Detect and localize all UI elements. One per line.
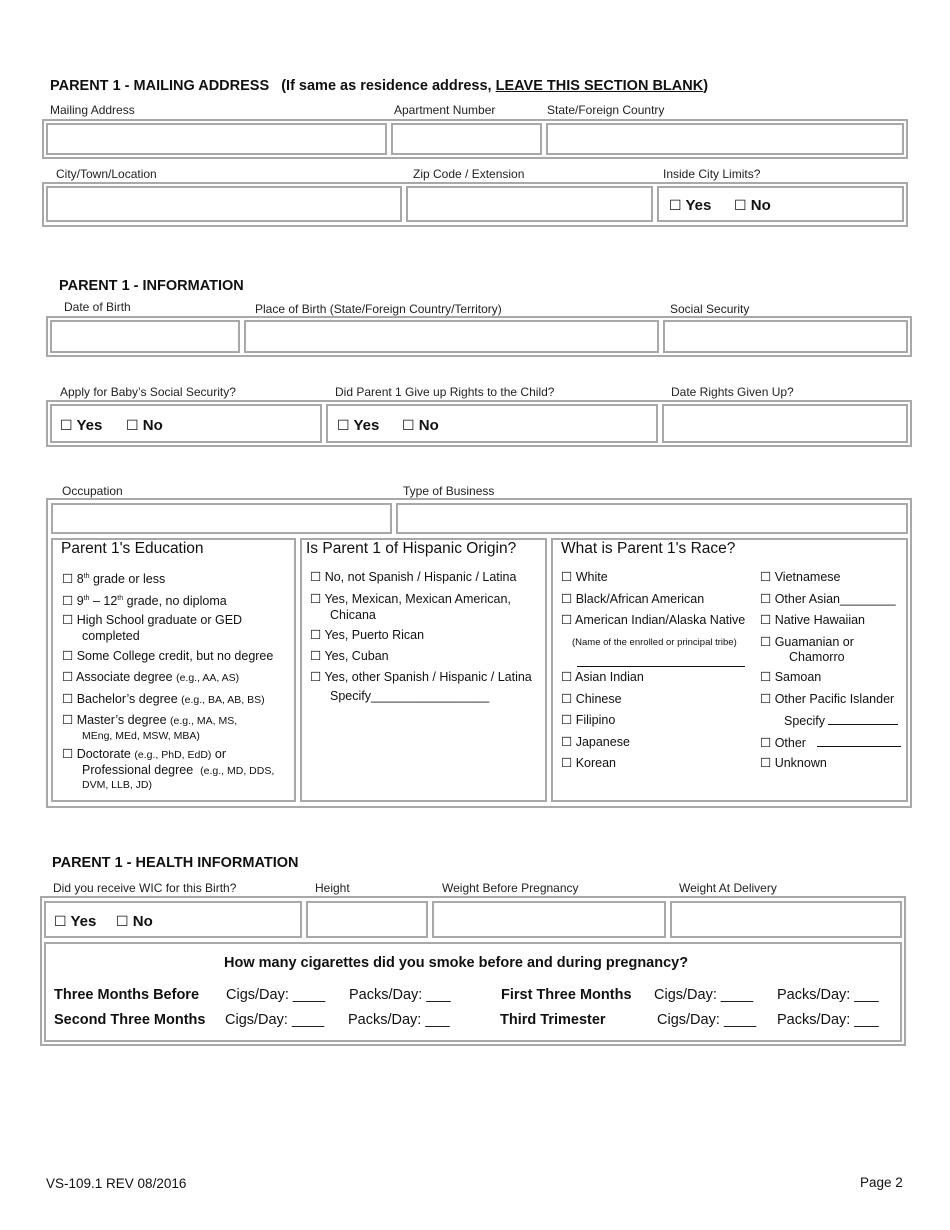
mailing-address-field[interactable] (46, 123, 387, 155)
wic-yes-checkbox[interactable]: ☐ Yes (54, 913, 97, 930)
weight-before-field[interactable] (432, 901, 666, 938)
race-white-option[interactable]: ☐ White (561, 570, 608, 584)
city-field[interactable] (46, 186, 402, 222)
edu-professional-cont2: DVM, LLB, JD) (82, 779, 153, 791)
edu-bachelor-option[interactable]: ☐ Bachelor’s degree (e.g., BA, AB, BS) (62, 692, 265, 706)
race-other-asian-option[interactable]: ☐ Other Asian________ (760, 592, 896, 606)
edu-8th-grade-option[interactable]: ☐ 8th grade or less (62, 572, 166, 587)
second-three-packs-field[interactable]: Packs/Day: ___ (348, 1012, 450, 1028)
first-three-months-label: First Three Months (501, 987, 632, 1003)
occupation-label: Occupation (62, 484, 123, 498)
weight-before-label: Weight Before Pregnancy (442, 881, 579, 895)
third-trimester-packs-field[interactable]: Packs/Day: ___ (777, 1012, 879, 1028)
date-rights-field[interactable] (662, 404, 908, 443)
date-rights-label: Date Rights Given Up? (671, 385, 794, 399)
zip-field[interactable] (406, 186, 653, 222)
apply-ssn-label: Apply for Baby’s Social Security? (60, 385, 236, 399)
form-id: VS-109.1 REV 08/2016 (46, 1176, 187, 1191)
apply-ssn-no-checkbox[interactable]: ☐ No (126, 417, 163, 434)
edu-associate-option[interactable]: ☐ Associate degree (e.g., AA, AS) (62, 670, 240, 684)
apply-ssn-yes-checkbox[interactable]: ☐ Yes (60, 417, 103, 434)
ssn-label: Social Security (670, 302, 750, 316)
three-months-before-label: Three Months Before (54, 987, 200, 1003)
edu-high-school-cont: completed (82, 629, 140, 643)
zip-label: Zip Code / Extension (413, 167, 525, 181)
hispanic-specify-field[interactable]: Specify_________________ (330, 689, 490, 703)
mailing-address-label: Mailing Address (50, 103, 135, 117)
hispanic-no-option[interactable]: ☐ No, not Spanish / Hispanic / Latina (310, 570, 517, 584)
info-section-title: PARENT 1 - INFORMATION (59, 278, 244, 294)
race-guamanian-option[interactable]: ☐ Guamanian or (760, 635, 854, 649)
race-tribe-field[interactable] (577, 666, 745, 667)
race-chinese-option[interactable]: ☐ Chinese (561, 692, 622, 706)
city-label: City/Town/Location (56, 167, 157, 181)
hispanic-mexican-option[interactable]: ☐ Yes, Mexican, Mexican American, (310, 592, 511, 606)
dob-label: Date of Birth (64, 300, 131, 314)
three-before-cigs-field[interactable]: Cigs/Day: ____ (226, 987, 326, 1003)
third-trimester-label: Third Trimester (500, 1012, 606, 1028)
smoking-question: How many cigarettes did you smoke before and during pregnancy? (224, 955, 689, 971)
race-black-option[interactable]: ☐ Black/African American (561, 592, 705, 606)
apartment-number-field[interactable] (391, 123, 542, 155)
race-american-indian-option[interactable]: ☐ American Indian/Alaska Native (561, 613, 746, 627)
edu-doctorate-option[interactable]: ☐ Doctorate (e.g., PhD, EdD) or (62, 747, 227, 761)
occupation-field[interactable] (51, 503, 392, 534)
wic-no-checkbox[interactable]: ☐ No (116, 913, 153, 930)
first-three-cigs-field[interactable]: Cigs/Day: ____ (654, 987, 754, 1003)
education-title: Parent 1's Education (61, 540, 204, 557)
dob-field[interactable] (50, 320, 240, 353)
edu-high-school-option[interactable]: ☐ High School graduate or GED (62, 613, 243, 627)
edu-some-college-option[interactable]: ☐ Some College credit, but no degree (62, 649, 274, 663)
edu-professional-cont: Professional degree (e.g., MD, DDS, (82, 763, 275, 777)
hispanic-mexican-cont: Chicana (330, 608, 376, 622)
first-three-packs-field[interactable]: Packs/Day: ___ (777, 987, 879, 1003)
race-korean-option[interactable]: ☐ Korean (561, 756, 616, 770)
race-pacific-specify-field[interactable]: Specify (784, 712, 898, 729)
third-trimester-cigs-field[interactable]: Cigs/Day: ____ (657, 1012, 757, 1028)
race-other-pacific-option[interactable]: ☐ Other Pacific Islander (760, 692, 895, 706)
apartment-number-label: Apartment Number (394, 103, 496, 117)
race-filipino-option[interactable]: ☐ Filipino (561, 713, 616, 727)
race-tribe-note: (Name of the enrolled or principal tribe) (572, 637, 737, 648)
race-native-hawaiian-option[interactable]: ☐ Native Hawaiian (760, 613, 866, 627)
pob-field[interactable] (244, 320, 659, 353)
business-label: Type of Business (403, 484, 495, 498)
hispanic-other-option[interactable]: ☐ Yes, other Spanish / Hispanic / Latina (310, 670, 532, 684)
state-country-field[interactable] (546, 123, 904, 155)
state-country-label: State/Foreign Country (547, 103, 665, 117)
wic-label: Did you receive WIC for this Birth? (53, 881, 237, 895)
height-label: Height (315, 881, 350, 895)
hispanic-cuban-option[interactable]: ☐ Yes, Cuban (310, 649, 389, 663)
hispanic-puerto-rican-option[interactable]: ☐ Yes, Puerto Rican (310, 628, 425, 642)
inside-city-label: Inside City Limits? (663, 167, 761, 181)
race-samoan-option[interactable]: ☐ Samoan (760, 670, 822, 684)
edu-master-cont: MEng, MEd, MSW, MBA) (82, 730, 200, 742)
edu-9-12-grade-option[interactable]: ☐ 9th – 12th grade, no diploma (62, 594, 227, 609)
race-guamanian-cont: Chamorro (789, 650, 845, 664)
second-three-months-label: Second Three Months (54, 1012, 206, 1028)
edu-master-option[interactable]: ☐ Master’s degree (e.g., MA, MS, (62, 713, 238, 727)
mailing-section-title: PARENT 1 - MAILING ADDRESS (If same as residence address, LEAVE THIS SECTION BLANK) (50, 78, 709, 94)
race-title: What is Parent 1's Race? (561, 540, 736, 557)
hispanic-title: Is Parent 1 of Hispanic Origin? (306, 540, 517, 557)
rights-yes-checkbox[interactable]: ☐ Yes (337, 417, 380, 434)
three-before-packs-field[interactable]: Packs/Day: ___ (349, 987, 451, 1003)
race-unknown-option[interactable]: ☐ Unknown (760, 756, 827, 770)
height-field[interactable] (306, 901, 428, 938)
business-field[interactable] (396, 503, 908, 534)
weight-delivery-field[interactable] (670, 901, 902, 938)
inside-city-no-checkbox[interactable]: ☐ No (734, 197, 771, 214)
race-japanese-option[interactable]: ☐ Japanese (561, 735, 630, 749)
rights-no-checkbox[interactable]: ☐ No (402, 417, 439, 434)
page-number: Page 2 (860, 1175, 903, 1190)
race-asian-indian-option[interactable]: ☐ Asian Indian (561, 670, 644, 684)
health-section-title: PARENT 1 - HEALTH INFORMATION (52, 855, 299, 871)
race-vietnamese-option[interactable]: ☐ Vietnamese (760, 570, 841, 584)
rights-label: Did Parent 1 Give up Rights to the Child? (335, 385, 555, 399)
race-other-option[interactable]: ☐ Other (760, 734, 901, 751)
pob-label: Place of Birth (State/Foreign Country/Territory) (255, 302, 502, 316)
weight-delivery-label: Weight At Delivery (679, 881, 777, 895)
second-three-cigs-field[interactable]: Cigs/Day: ____ (225, 1012, 325, 1028)
inside-city-yes-checkbox[interactable]: ☐ Yes (669, 197, 712, 214)
ssn-field[interactable] (663, 320, 908, 353)
